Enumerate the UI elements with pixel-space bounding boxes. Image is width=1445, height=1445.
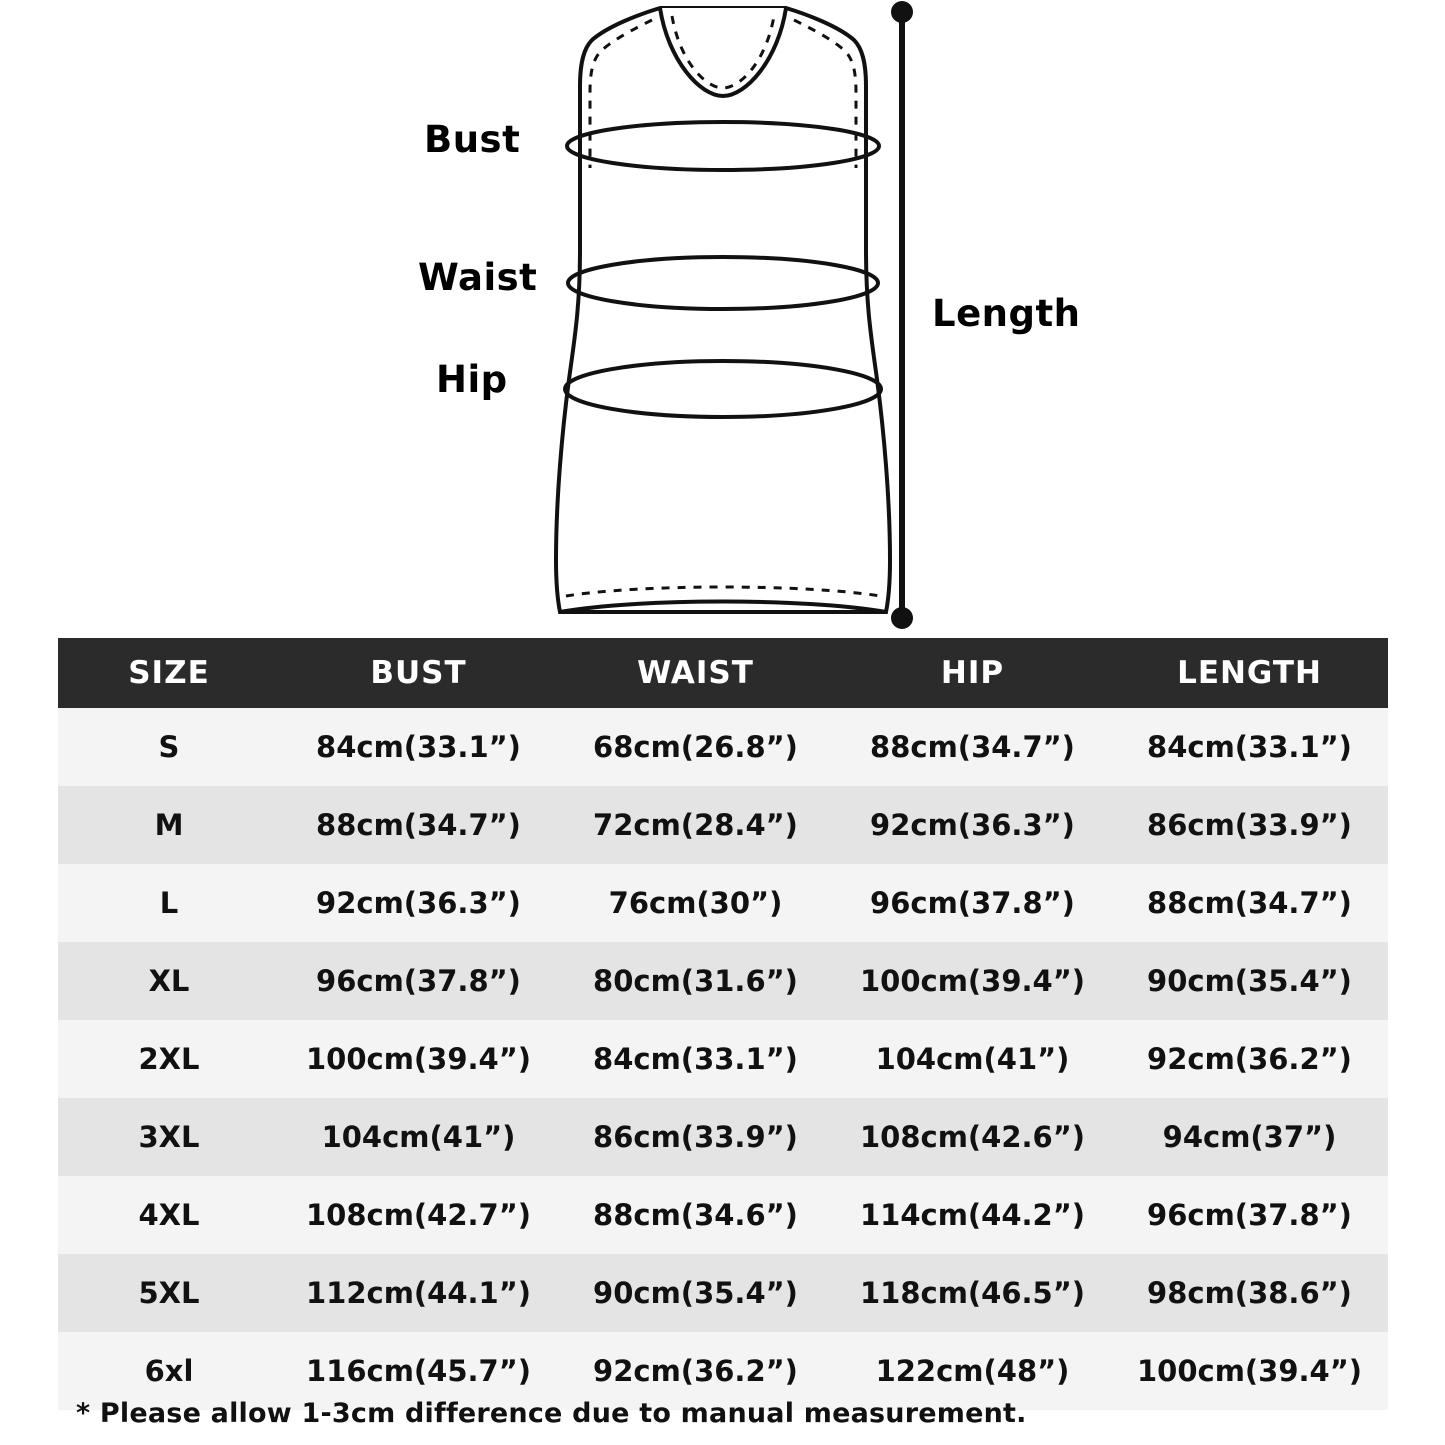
cell-bust: 88cm(34.7”) xyxy=(280,786,557,864)
cell-waist: 72cm(28.4”) xyxy=(557,786,834,864)
column-header-bust: BUST xyxy=(280,638,557,708)
cell-length: 94cm(37”) xyxy=(1111,1098,1388,1176)
cell-size: L xyxy=(58,864,280,942)
cell-bust: 84cm(33.1”) xyxy=(280,708,557,786)
length-label: Length xyxy=(932,292,1081,335)
cell-waist: 88cm(34.6”) xyxy=(557,1176,834,1254)
cell-hip: 92cm(36.3”) xyxy=(834,786,1111,864)
cell-bust: 112cm(44.1”) xyxy=(280,1254,557,1332)
cell-waist: 92cm(36.2”) xyxy=(557,1332,834,1410)
table-row xyxy=(58,942,1388,1020)
column-header-hip: HIP xyxy=(834,638,1111,708)
cell-bust: 108cm(42.7”) xyxy=(280,1176,557,1254)
cell-hip: 108cm(42.6”) xyxy=(834,1098,1111,1176)
table-row xyxy=(58,864,1388,942)
cell-hip: 104cm(41”) xyxy=(834,1020,1111,1098)
cell-hip: 122cm(48”) xyxy=(834,1332,1111,1410)
table-row xyxy=(58,786,1388,864)
dress-outline-icon xyxy=(0,0,1445,630)
table-row xyxy=(58,1254,1388,1332)
cell-waist: 68cm(26.8”) xyxy=(557,708,834,786)
table-row xyxy=(58,1020,1388,1098)
cell-size: 3XL xyxy=(58,1098,280,1176)
cell-waist: 80cm(31.6”) xyxy=(557,942,834,1020)
cell-hip: 114cm(44.2”) xyxy=(834,1176,1111,1254)
cell-waist: 84cm(33.1”) xyxy=(557,1020,834,1098)
cell-bust: 96cm(37.8”) xyxy=(280,942,557,1020)
size-table xyxy=(58,638,1388,1410)
cell-size: M xyxy=(58,786,280,864)
cell-bust: 116cm(45.7”) xyxy=(280,1332,557,1410)
cell-hip: 96cm(37.8”) xyxy=(834,864,1111,942)
cell-length: 96cm(37.8”) xyxy=(1111,1176,1388,1254)
cell-size: S xyxy=(58,708,280,786)
cell-length: 84cm(33.1”) xyxy=(1111,708,1388,786)
cell-size: 5XL xyxy=(58,1254,280,1332)
cell-hip: 100cm(39.4”) xyxy=(834,942,1111,1020)
measurement-note: * Please allow 1-3cm difference due to manual measurement. xyxy=(76,1398,1027,1429)
table-row xyxy=(58,1176,1388,1254)
column-header-length: LENGTH xyxy=(1111,638,1388,708)
cell-length: 90cm(35.4”) xyxy=(1111,942,1388,1020)
cell-size: XL xyxy=(58,942,280,1020)
cell-bust: 104cm(41”) xyxy=(280,1098,557,1176)
cell-bust: 100cm(39.4”) xyxy=(280,1020,557,1098)
cell-length: 92cm(36.2”) xyxy=(1111,1020,1388,1098)
cell-length: 100cm(39.4”) xyxy=(1111,1332,1388,1410)
cell-hip: 118cm(46.5”) xyxy=(834,1254,1111,1332)
garment-measurement-diagram xyxy=(0,0,1445,630)
hip-label: Hip xyxy=(436,358,508,401)
cell-waist: 90cm(35.4”) xyxy=(557,1254,834,1332)
column-header-size: SIZE xyxy=(58,638,280,708)
cell-hip: 88cm(34.7”) xyxy=(834,708,1111,786)
cell-length: 86cm(33.9”) xyxy=(1111,786,1388,864)
length-measure-arrow-icon xyxy=(891,1,913,629)
cell-size: 2XL xyxy=(58,1020,280,1098)
cell-waist: 86cm(33.9”) xyxy=(557,1098,834,1176)
cell-size: 4XL xyxy=(58,1176,280,1254)
table-row xyxy=(58,708,1388,786)
cell-bust: 92cm(36.3”) xyxy=(280,864,557,942)
cell-length: 98cm(38.6”) xyxy=(1111,1254,1388,1332)
size-table-container xyxy=(58,638,1388,1410)
cell-waist: 76cm(30”) xyxy=(557,864,834,942)
cell-length: 88cm(34.7”) xyxy=(1111,864,1388,942)
waist-label: Waist xyxy=(418,256,538,299)
table-row xyxy=(58,1098,1388,1176)
column-header-waist: WAIST xyxy=(557,638,834,708)
table-header-row xyxy=(58,638,1388,708)
cell-size: 6xl xyxy=(58,1332,280,1410)
bust-label: Bust xyxy=(424,118,521,161)
